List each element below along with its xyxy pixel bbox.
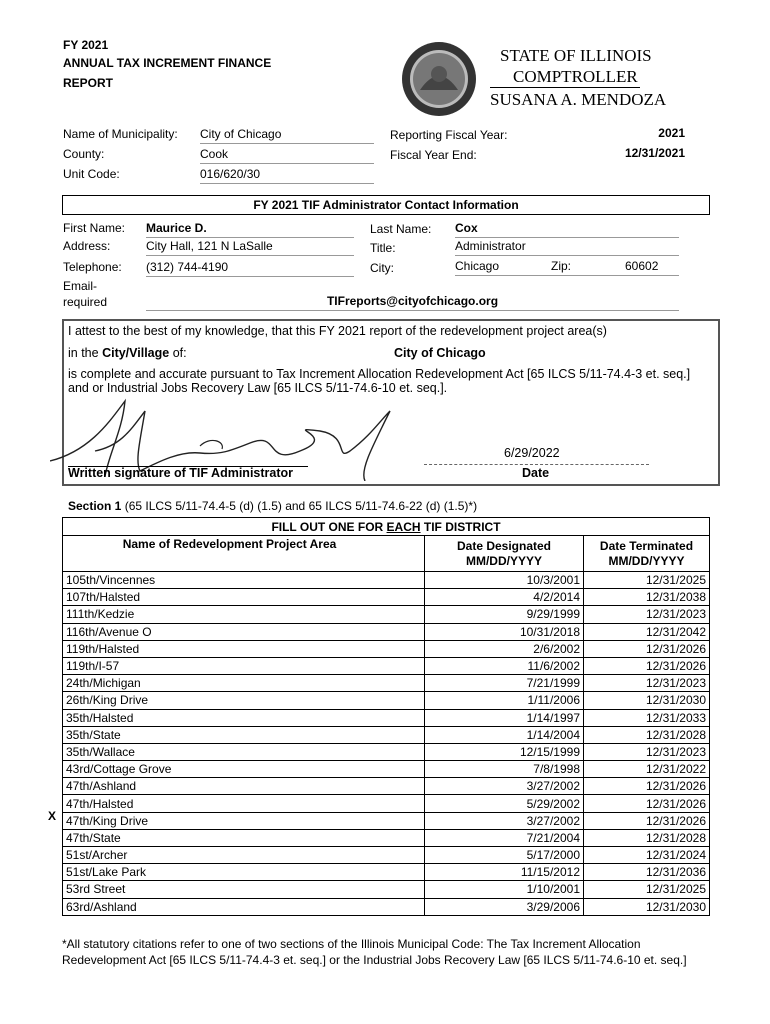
table-row	[63, 778, 710, 795]
district-name: 47th/Halsted	[63, 795, 425, 812]
date-designated: 9/29/1999	[425, 606, 584, 623]
last-name-value: Cox	[455, 221, 679, 238]
col-terminated-line1: Date Terminated	[599, 538, 694, 553]
district-name: 119th/I-57	[63, 657, 425, 674]
attest-city: City of Chicago	[394, 346, 486, 360]
unit-code-value: 016/620/30	[200, 167, 374, 184]
date-designated: 3/27/2002	[425, 778, 584, 795]
selected-marker: X	[48, 809, 57, 823]
date-designated: 3/27/2002	[425, 812, 584, 829]
date-designated: 5/29/2002	[425, 795, 584, 812]
table-row	[63, 606, 710, 623]
date-designated: 4/2/2014	[425, 589, 584, 606]
date-designated: 2/6/2002	[425, 640, 584, 657]
telephone-value: (312) 744-4190	[146, 260, 354, 277]
fill-each: EACH	[386, 519, 421, 534]
email-value: TIFreports@cityofchicago.org	[146, 294, 679, 311]
date-designated: 7/21/1999	[425, 675, 584, 692]
tif-districts-table	[62, 517, 710, 916]
fiscal-end-label: Fiscal Year End:	[390, 148, 477, 162]
date-terminated: 12/31/2023	[584, 606, 710, 623]
fill-suffix: TIF DISTRICT	[420, 519, 501, 534]
date-terminated: 12/31/2023	[584, 743, 710, 760]
col-designated-line2: MM/DD/YYYY	[465, 553, 542, 568]
date-designated: 1/11/2006	[425, 692, 584, 709]
district-name: 51st/Lake Park	[63, 864, 425, 881]
comptroller-state: STATE OF ILLINOIS	[500, 46, 652, 65]
contact-header	[62, 195, 710, 215]
telephone-label: Telephone:	[63, 260, 122, 274]
comptroller-divider	[490, 87, 640, 88]
fiscal-end-value: 12/31/2021	[624, 146, 685, 160]
date-terminated: 12/31/2025	[584, 572, 710, 589]
city-label: City:	[370, 261, 394, 275]
date-terminated: 12/31/2024	[584, 847, 710, 864]
table-row	[63, 572, 710, 589]
date-terminated: 12/31/2030	[584, 692, 710, 709]
table-row	[63, 675, 710, 692]
col-terminated-header	[584, 536, 710, 572]
table-row	[63, 881, 710, 898]
table-row	[63, 623, 710, 640]
email-label-1: Email-	[63, 279, 98, 293]
table-row	[63, 726, 710, 743]
section1-title	[68, 499, 477, 513]
date-terminated: 12/31/2026	[584, 657, 710, 674]
table-row	[63, 657, 710, 674]
municipality-value: City of Chicago	[200, 127, 374, 144]
report-title-2: REPORT	[63, 76, 114, 90]
date-terminated: 12/31/2026	[584, 795, 710, 812]
last-name-label: Last Name:	[370, 222, 432, 236]
date-line	[424, 464, 649, 465]
date-designated: 5/17/2000	[425, 847, 584, 864]
district-name: 107th/Halsted	[63, 589, 425, 606]
attest-suffix: of:	[169, 346, 187, 360]
footnote: *All statutory citations refer to one of two sections of the Illinois Municipal Code: The Tax Increment Allocation Redevelopment Act [65 ILCS 5/11-74.4-3 et. seq.] or the Industrial Jobs Recovery Law [65 ILCS 5/11-74.6-10 et. seq.]	[62, 937, 687, 967]
date-terminated: 12/31/2030	[584, 898, 710, 915]
report-title: ANNUAL TAX INCREMENT FINANCE	[63, 56, 272, 70]
attest-date-value: 6/29/2022	[504, 446, 560, 460]
first-name-label: First Name:	[63, 221, 126, 235]
date-terminated: 12/31/2026	[584, 640, 710, 657]
title-value: Administrator	[455, 239, 679, 256]
district-name: 51st/Archer	[63, 847, 425, 864]
col-designated-line1: Date Designated	[456, 538, 552, 553]
date-terminated: 12/31/2033	[584, 709, 710, 726]
date-designated: 1/14/1997	[425, 709, 584, 726]
date-terminated: 12/31/2036	[584, 864, 710, 881]
date-designated: 3/29/2006	[425, 898, 584, 915]
county-value: Cook	[200, 147, 374, 164]
address-value: City Hall, 121 N LaSalle	[146, 239, 354, 256]
date-designated: 11/15/2012	[425, 864, 584, 881]
date-terminated: 12/31/2022	[584, 761, 710, 778]
zip-value: 60602	[625, 259, 659, 273]
date-designated: 1/14/2004	[425, 726, 584, 743]
district-name: 105th/Vincennes	[63, 572, 425, 589]
date-designated: 1/10/2001	[425, 881, 584, 898]
district-name: 47th/State	[63, 829, 425, 846]
comptroller-name: SUSANA A. MENDOZA	[490, 90, 667, 109]
district-name: 43rd/Cottage Grove	[63, 761, 425, 778]
date-terminated: 12/31/2038	[584, 589, 710, 606]
table-row	[63, 864, 710, 881]
date-terminated: 12/31/2042	[584, 623, 710, 640]
email-label-2: required	[63, 295, 108, 309]
first-name-value: Maurice D.	[146, 221, 354, 238]
district-name: 26th/King Drive	[63, 692, 425, 709]
date-designated: 7/21/2004	[425, 829, 584, 846]
date-terminated: 12/31/2028	[584, 726, 710, 743]
fill-prefix: FILL OUT ONE FOR	[271, 519, 387, 534]
date-designated: 7/8/1998	[425, 761, 584, 778]
fiscal-year-label: Reporting Fiscal Year:	[390, 128, 508, 142]
table-row	[63, 847, 710, 864]
fiscal-year-value: 2021	[658, 126, 685, 140]
section1-label: Section 1	[68, 499, 122, 513]
attest-city-village: City/Village	[102, 346, 170, 360]
table-row	[63, 829, 710, 846]
attest-line-4: and or Industrial Jobs Recovery Law [65 ILCS 5/11-74.6-10 et. seq.].	[68, 381, 448, 395]
table-row	[63, 589, 710, 606]
date-designated: 10/31/2018	[425, 623, 584, 640]
col-designated-header	[425, 536, 584, 572]
col-name-label: Name of Redevelopment Project Area	[122, 537, 337, 551]
city-value: Chicago	[455, 259, 500, 273]
municipality-label: Name of Municipality:	[63, 127, 178, 141]
district-name: 47th/King Drive	[63, 812, 425, 829]
date-label: Date	[522, 466, 550, 480]
county-label: County:	[63, 147, 105, 161]
date-designated: 11/6/2002	[425, 657, 584, 674]
district-name: 63rd/Ashland	[63, 898, 425, 915]
date-terminated: 12/31/2023	[584, 675, 710, 692]
table-row	[63, 692, 710, 709]
district-name: 24th/Michigan	[63, 675, 425, 692]
contact-title: FY 2021 TIF Administrator Contact Information	[253, 198, 519, 212]
table-row	[63, 761, 710, 778]
state-seal-icon	[400, 40, 478, 118]
attestation-box	[62, 319, 720, 486]
attest-prefix: in the	[68, 346, 103, 360]
district-name: 119th/Halsted	[63, 640, 425, 657]
date-designated: 10/3/2001	[425, 572, 584, 589]
district-name: 53rd Street	[63, 881, 425, 898]
date-terminated: 12/31/2028	[584, 829, 710, 846]
table-row	[63, 709, 710, 726]
district-name: 35th/Halsted	[63, 709, 425, 726]
col-terminated-line2: MM/DD/YYYY	[608, 553, 685, 568]
col-name-header	[63, 536, 425, 572]
district-name: 47th/Ashland	[63, 778, 425, 795]
date-designated: 12/15/1999	[425, 743, 584, 760]
unit-code-label: Unit Code:	[63, 167, 120, 181]
attest-line-3: is complete and accurate pursuant to Tax Increment Allocation Redevelopment Act [65 ILCS 5/11-74.4-3 et. seq.]	[68, 367, 691, 381]
address-label: Address:	[63, 239, 111, 253]
table-row	[63, 640, 710, 657]
district-name: 35th/Wallace	[63, 743, 425, 760]
date-terminated: 12/31/2026	[584, 812, 710, 829]
report-year: FY 2021	[63, 38, 109, 52]
table-row	[63, 898, 710, 915]
district-name: 35th/State	[63, 726, 425, 743]
section1-citation: (65 ILCS 5/11-74.4-5 (d) (1.5) and 65 ILCS 5/11-74.6-22 (d) (1.5)*)	[121, 499, 478, 513]
table-row	[63, 743, 710, 760]
signature-label: Written signature of TIF Administrator	[68, 466, 294, 480]
date-terminated: 12/31/2026	[584, 778, 710, 795]
fill-out-header	[63, 518, 710, 536]
attest-line-1: I attest to the best of my knowledge, that this FY 2021 report of the redevelopment project area(s)	[68, 324, 607, 338]
district-name: 111th/Kedzie	[63, 606, 425, 623]
table-row	[63, 812, 710, 829]
title-label: Title:	[370, 241, 396, 255]
attest-line-2	[68, 346, 187, 360]
district-name: 116th/Avenue O	[63, 623, 425, 640]
date-terminated: 12/31/2025	[584, 881, 710, 898]
zip-label: Zip:	[551, 259, 572, 273]
table-row	[63, 795, 710, 812]
comptroller-title: COMPTROLLER	[513, 67, 638, 86]
